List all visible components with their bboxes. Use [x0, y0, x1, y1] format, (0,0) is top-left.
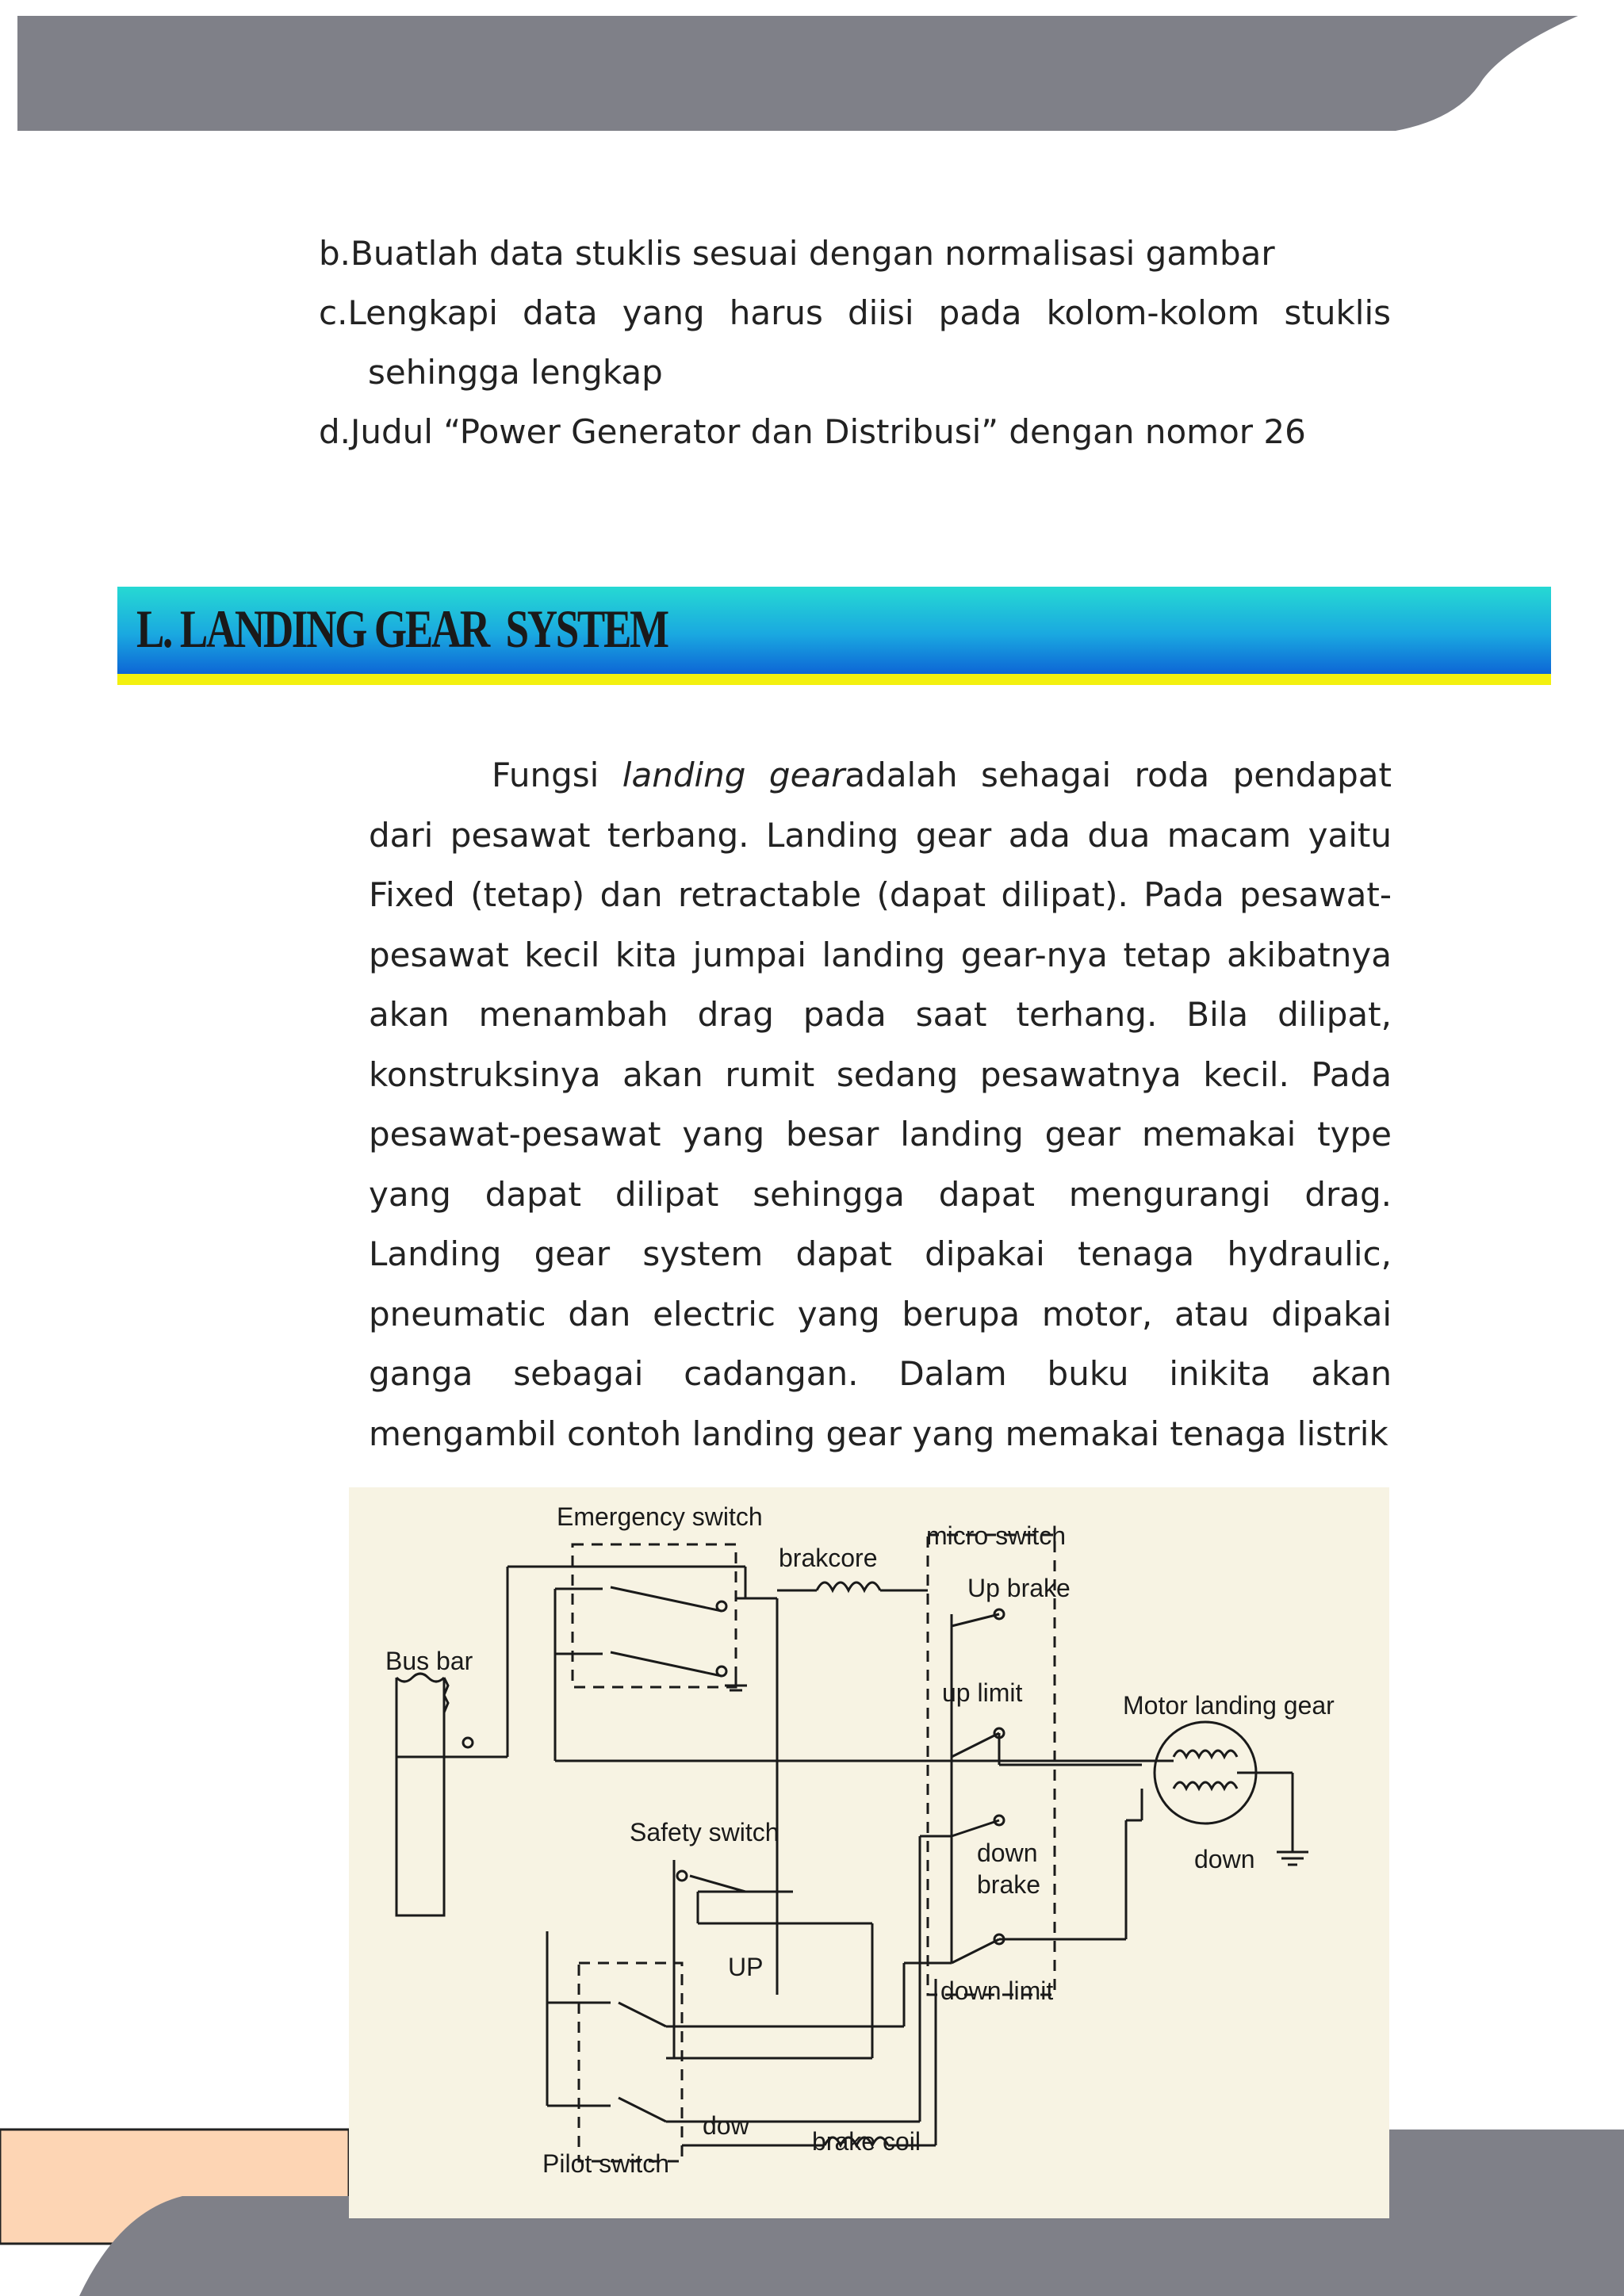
label-motor-down: down [1194, 1845, 1255, 1873]
list-item [319, 402, 1391, 461]
list-item-text: c.Lengkapi data yang harus diisi pada kolom-kolom stuklis [319, 293, 1391, 332]
list-item-continuation: sehingga lengkap [368, 353, 663, 392]
label-up-brake: Up brake [967, 1574, 1071, 1602]
label-micro-switch: micro switch [926, 1521, 1067, 1550]
body-paragraph [369, 745, 1392, 1464]
section-header-bar [117, 587, 1551, 674]
list-item-text: d.Judul “Power Generator dan Distribusi” dengan nomor 26 [319, 412, 1306, 451]
list-item-text: b.Buatlah data stuklis sesuai dengan normalisasi gambar [319, 234, 1275, 273]
label-down-brake-2: brake [977, 1870, 1041, 1899]
paragraph-lead: Fungsi [492, 756, 622, 794]
label-safety-switch: Safety switch [630, 1818, 779, 1846]
header-band [0, 0, 1624, 143]
list-item [319, 283, 1391, 402]
label-brakcore: brakcore [779, 1544, 878, 1572]
label-motor-landing-gear: Motor landing gear [1123, 1691, 1335, 1720]
label-bus-bar: Bus bar [385, 1647, 473, 1675]
label-down-brake-1: down [977, 1839, 1038, 1867]
landing-gear-circuit-diagram [349, 1487, 1389, 2218]
label-emergency-switch: Emergency switch [557, 1502, 763, 1531]
label-dow: dow [703, 2111, 749, 2140]
section-title: L. LANDING GEAR SYSTEM [136, 599, 668, 659]
instruction-list [319, 224, 1391, 461]
paragraph-italic-term: landing gear [622, 756, 845, 794]
paragraph-text: adalah sehagai roda pendapat dari pesawat terbang. Landing gear ada dua macam yaitu Fixed (tetap) dan retractable (dapat dilipat). Pada pesawat-pesawat kecil kita jumpai landing gear-nya tetap akibatnya akan menambah drag pada saat terhang. Bila dilipat, konstruksinya akan rumit sedang pesawatnya kecil. Pada pesawat-pesawat yang besar landing gear memakai type yang dapat dilipat sehingga dapat mengurangi drag. Landing gear system dapat dipakai tenaga hydraulic, pneumatic dan electric yang berupa motor, atau dipakai ganga sebagai cadangan. Dalam buku inikita akan mengambil contoh landing gear yang memakai tenaga listrik [369, 756, 1392, 1453]
list-item [319, 224, 1391, 283]
section-bar-stripe [117, 674, 1551, 685]
label-brake-coil: brake coil [812, 2127, 921, 2156]
label-down-limit: down limit [940, 1976, 1054, 2005]
label-pilot-switch: Pilot switch [542, 2149, 670, 2178]
label-up: UP [728, 1953, 764, 1981]
label-up-limit: up limit [942, 1678, 1023, 1707]
